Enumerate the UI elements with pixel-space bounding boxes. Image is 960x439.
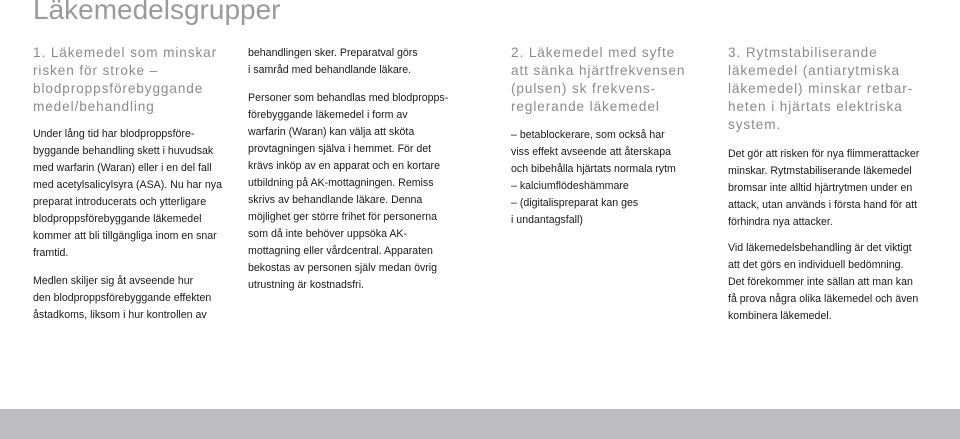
section-1-paragraph-2 [33, 273, 211, 324]
heading-line: att sänka hjärtfrekvensen [511, 63, 686, 78]
text-line: förebyggande läkemedel i form av [248, 109, 408, 121]
section-3-paragraph-1 [728, 146, 919, 231]
text-line: som då inte behöver uppsöka AK- [248, 228, 408, 240]
text-line: bromsar inte alltid hjärtrytmen under en [728, 182, 913, 194]
list-item: viss effekt avseende att återskapa [511, 146, 671, 158]
section-3-paragraph-2 [728, 240, 918, 325]
text-line: kommer att bli tillgängliga inom en snar [33, 230, 217, 242]
text-line: provtagningen själva i hemmet. För det [248, 143, 432, 155]
text-line: den blodproppsförebyggande effekten [33, 292, 212, 304]
text-line: blodproppsförebyggande läkemedel [33, 213, 202, 225]
heading-line: 2. Läkemedel med syfte [511, 45, 676, 60]
text-line: förhindra nya attacker. [728, 216, 833, 228]
heading-line: system. [728, 117, 782, 132]
heading-line: läkemedel) minskar retbar- [728, 81, 914, 96]
text-line: behandlingen sker. Preparatval görs [248, 47, 418, 59]
text-line: Det gör att risken för nya flimmerattacker [728, 148, 920, 160]
text-line: i samråd med behandlande läkare. [248, 64, 412, 76]
list-item: och bibehålla hjärtats normala rytm [511, 163, 676, 175]
text-line: skrivs av behandlande läkare. Denna [248, 194, 423, 206]
self-testing-paragraph [248, 90, 448, 294]
text-line: Medlen skiljer sig åt avseende hur [33, 275, 194, 287]
section-1-heading [33, 44, 217, 116]
heading-line: (pulsen) sk frekvens- [511, 81, 657, 96]
text-line: bekostas av personen själv medan övrig [248, 262, 438, 274]
list-item: – betablockerare, som också har [511, 129, 665, 141]
text-line: Personer som behandlas med blodpropps- [248, 92, 449, 104]
section-1-continued-paragraph [248, 45, 418, 79]
section-1-paragraph-1 [33, 126, 222, 262]
heading-line: medel/behandling [33, 99, 155, 114]
heading-line: 1. Läkemedel som minskar [33, 45, 218, 60]
text-line: krävs inköp av en apparat och en kortare [248, 160, 440, 172]
heading-line: blodproppsförebyggande [33, 81, 204, 96]
text-line: mottagning eller vårdcentral. Apparaten [248, 245, 433, 257]
section-2-heading [511, 44, 685, 116]
text-line: utrustning är kostnadsfri. [248, 279, 364, 291]
list-item: – (digitalispreparat kan ges [511, 197, 639, 209]
heading-line: läkemedel (antiarytmiska [728, 63, 900, 78]
text-line: Under lång tid har blodproppsföre- [33, 128, 195, 140]
text-line: att det görs en individuell bedömning. [728, 259, 904, 271]
text-line: framtid. [33, 247, 69, 259]
text-line: minskar. Rytmstabiliserande läkemedel [728, 165, 912, 177]
heading-line: 3. Rytmstabiliserande [728, 45, 878, 60]
text-line: med warfarin (Waran) eller i en del fall [33, 162, 212, 174]
heading-line: risken för stroke – [33, 63, 159, 78]
text-line: preparat introducerats och ytterligare [33, 196, 207, 208]
text-line: attack, utan används i första hand för att [728, 199, 918, 211]
text-line: åstadkoms, liksom i hur kontrollen av [33, 309, 207, 321]
page-title: Läkemedelsgrupper [33, 0, 281, 25]
list-item: i undantagsfall) [511, 214, 583, 226]
text-line: kombinera läkemedel. [728, 310, 832, 322]
text-line: Det förekommer inte sällan att man kan [728, 276, 913, 288]
heading-line: heten i hjärtats elektriska [728, 99, 903, 114]
text-line: Vid läkemedelsbehandling är det viktigt [728, 242, 912, 254]
text-line: få prova några olika läkemedel och även [728, 293, 919, 305]
heading-line: reglerande läkemedel [511, 99, 660, 114]
footer-band [0, 409, 960, 439]
text-line: möjlighet ger större frihet för personerna [248, 211, 438, 223]
section-2-list [511, 127, 676, 229]
section-3-heading [728, 44, 913, 134]
list-item: – kalciumflödeshämmare [511, 180, 629, 192]
text-line: utbildning på AK-mottagningen. Remiss [248, 177, 434, 189]
text-line: byggande behandling skett i huvudsak [33, 145, 214, 157]
text-line: warfarin (Waran) kan välja att sköta [248, 126, 415, 138]
text-line: med acetylsalicylsyra (ASA). Nu har nya [33, 179, 222, 191]
